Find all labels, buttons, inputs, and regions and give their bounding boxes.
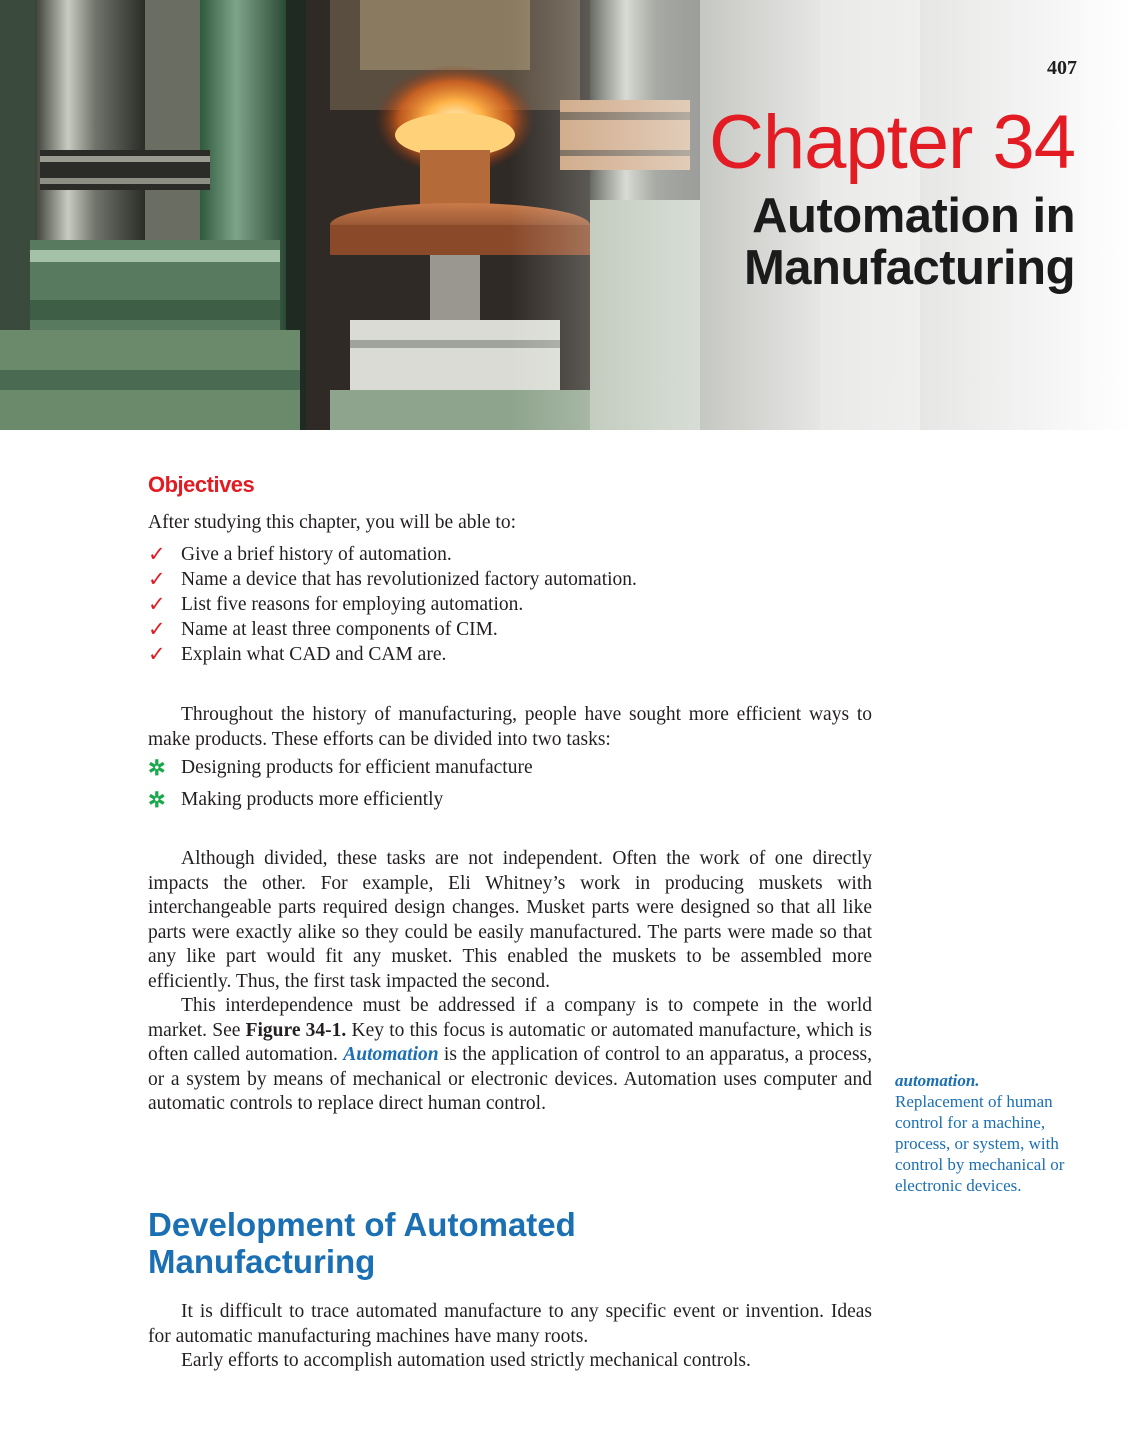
checkmark-icon: ✓ <box>148 642 166 666</box>
glossary-term: automation. <box>895 1071 980 1090</box>
task-item: ✲ Designing products for efficient manufacture <box>148 756 533 780</box>
checkmark-icon: ✓ <box>148 592 166 616</box>
section-body <box>148 1300 872 1374</box>
objectives-intro: After studying this chapter, you will be able to: <box>148 512 517 533</box>
figure-reference: Figure 34-1. <box>245 1019 347 1041</box>
whitney-paragraph: Although divided, these tasks are not independent. Often the work of one directly impacts the other. For example, Eli Whitney’s work in producing muskets with interchangeable parts required design changes. Musket parts were designed so that all like parts were exactly alike so they could be easily manufactured. The parts were made so that any like part would fit any musket. This enabled the muskets to be assembled more efficiently. Thus, the first task impacted the second. <box>148 848 872 992</box>
section-paragraph-1: It is difficult to trace automated manufacture to any specific event or invention. Ideas for automatic manufacturing machines have many roots. <box>148 1301 872 1347</box>
objective-item: ✓ Give a brief history of automation. <box>148 542 452 566</box>
body-text <box>148 847 872 1117</box>
checkmark-icon: ✓ <box>148 617 166 641</box>
section-paragraph-2: Early efforts to accomplish automation used strictly mechanical controls. <box>181 1350 751 1371</box>
checkmark-icon: ✓ <box>148 567 166 591</box>
objective-item: ✓ Explain what CAD and CAM are. <box>148 642 447 666</box>
asterisk-bullet-icon: ✲ <box>148 756 166 780</box>
key-term-automation: Automation <box>343 1044 439 1065</box>
intro-paragraph: Throughout the history of manufacturing, people have sought more efficient ways to make products. These efforts can be divided into two tasks: <box>148 704 872 750</box>
objective-item: ✓ Name at least three components of CIM. <box>148 617 498 641</box>
chapter-header-photo <box>0 0 1133 430</box>
asterisk-bullet-icon: ✲ <box>148 788 166 812</box>
page-number: 407 <box>1047 57 1077 79</box>
task-item: ✲ Making products more efficiently <box>148 788 444 812</box>
section-heading: Development of Automated Manufacturing <box>148 1206 576 1280</box>
interdependence-paragraph: This interdependence must be addressed if a company is to compete in the world market. See Figure 34-1. Key to this focus is automatic or automated manufacture, which is often called automation. Automation is the application of control to an apparatus, a process, or a system by means of mechanical or electronic devices. Automation uses computer and automatic controls to replace direct human control. <box>148 995 872 1114</box>
objective-item: ✓ List five reasons for employing automation. <box>148 592 524 616</box>
margin-glossary-note <box>895 1070 1075 1196</box>
checkmark-icon: ✓ <box>148 542 166 566</box>
chapter-number: Chapter 34 <box>708 100 1075 185</box>
glossary-definition: Replacement of human control for a machine, process, or system, with control by mechanical or electronic devices. <box>895 1092 1065 1195</box>
objectives-list <box>148 542 637 667</box>
chapter-title: Automation in Manufacturing <box>743 189 1075 295</box>
task-list <box>148 756 533 820</box>
objective-item: ✓ Name a device that has revolutionized factory automation. <box>148 567 637 591</box>
objectives-heading: Objectives <box>148 472 255 497</box>
